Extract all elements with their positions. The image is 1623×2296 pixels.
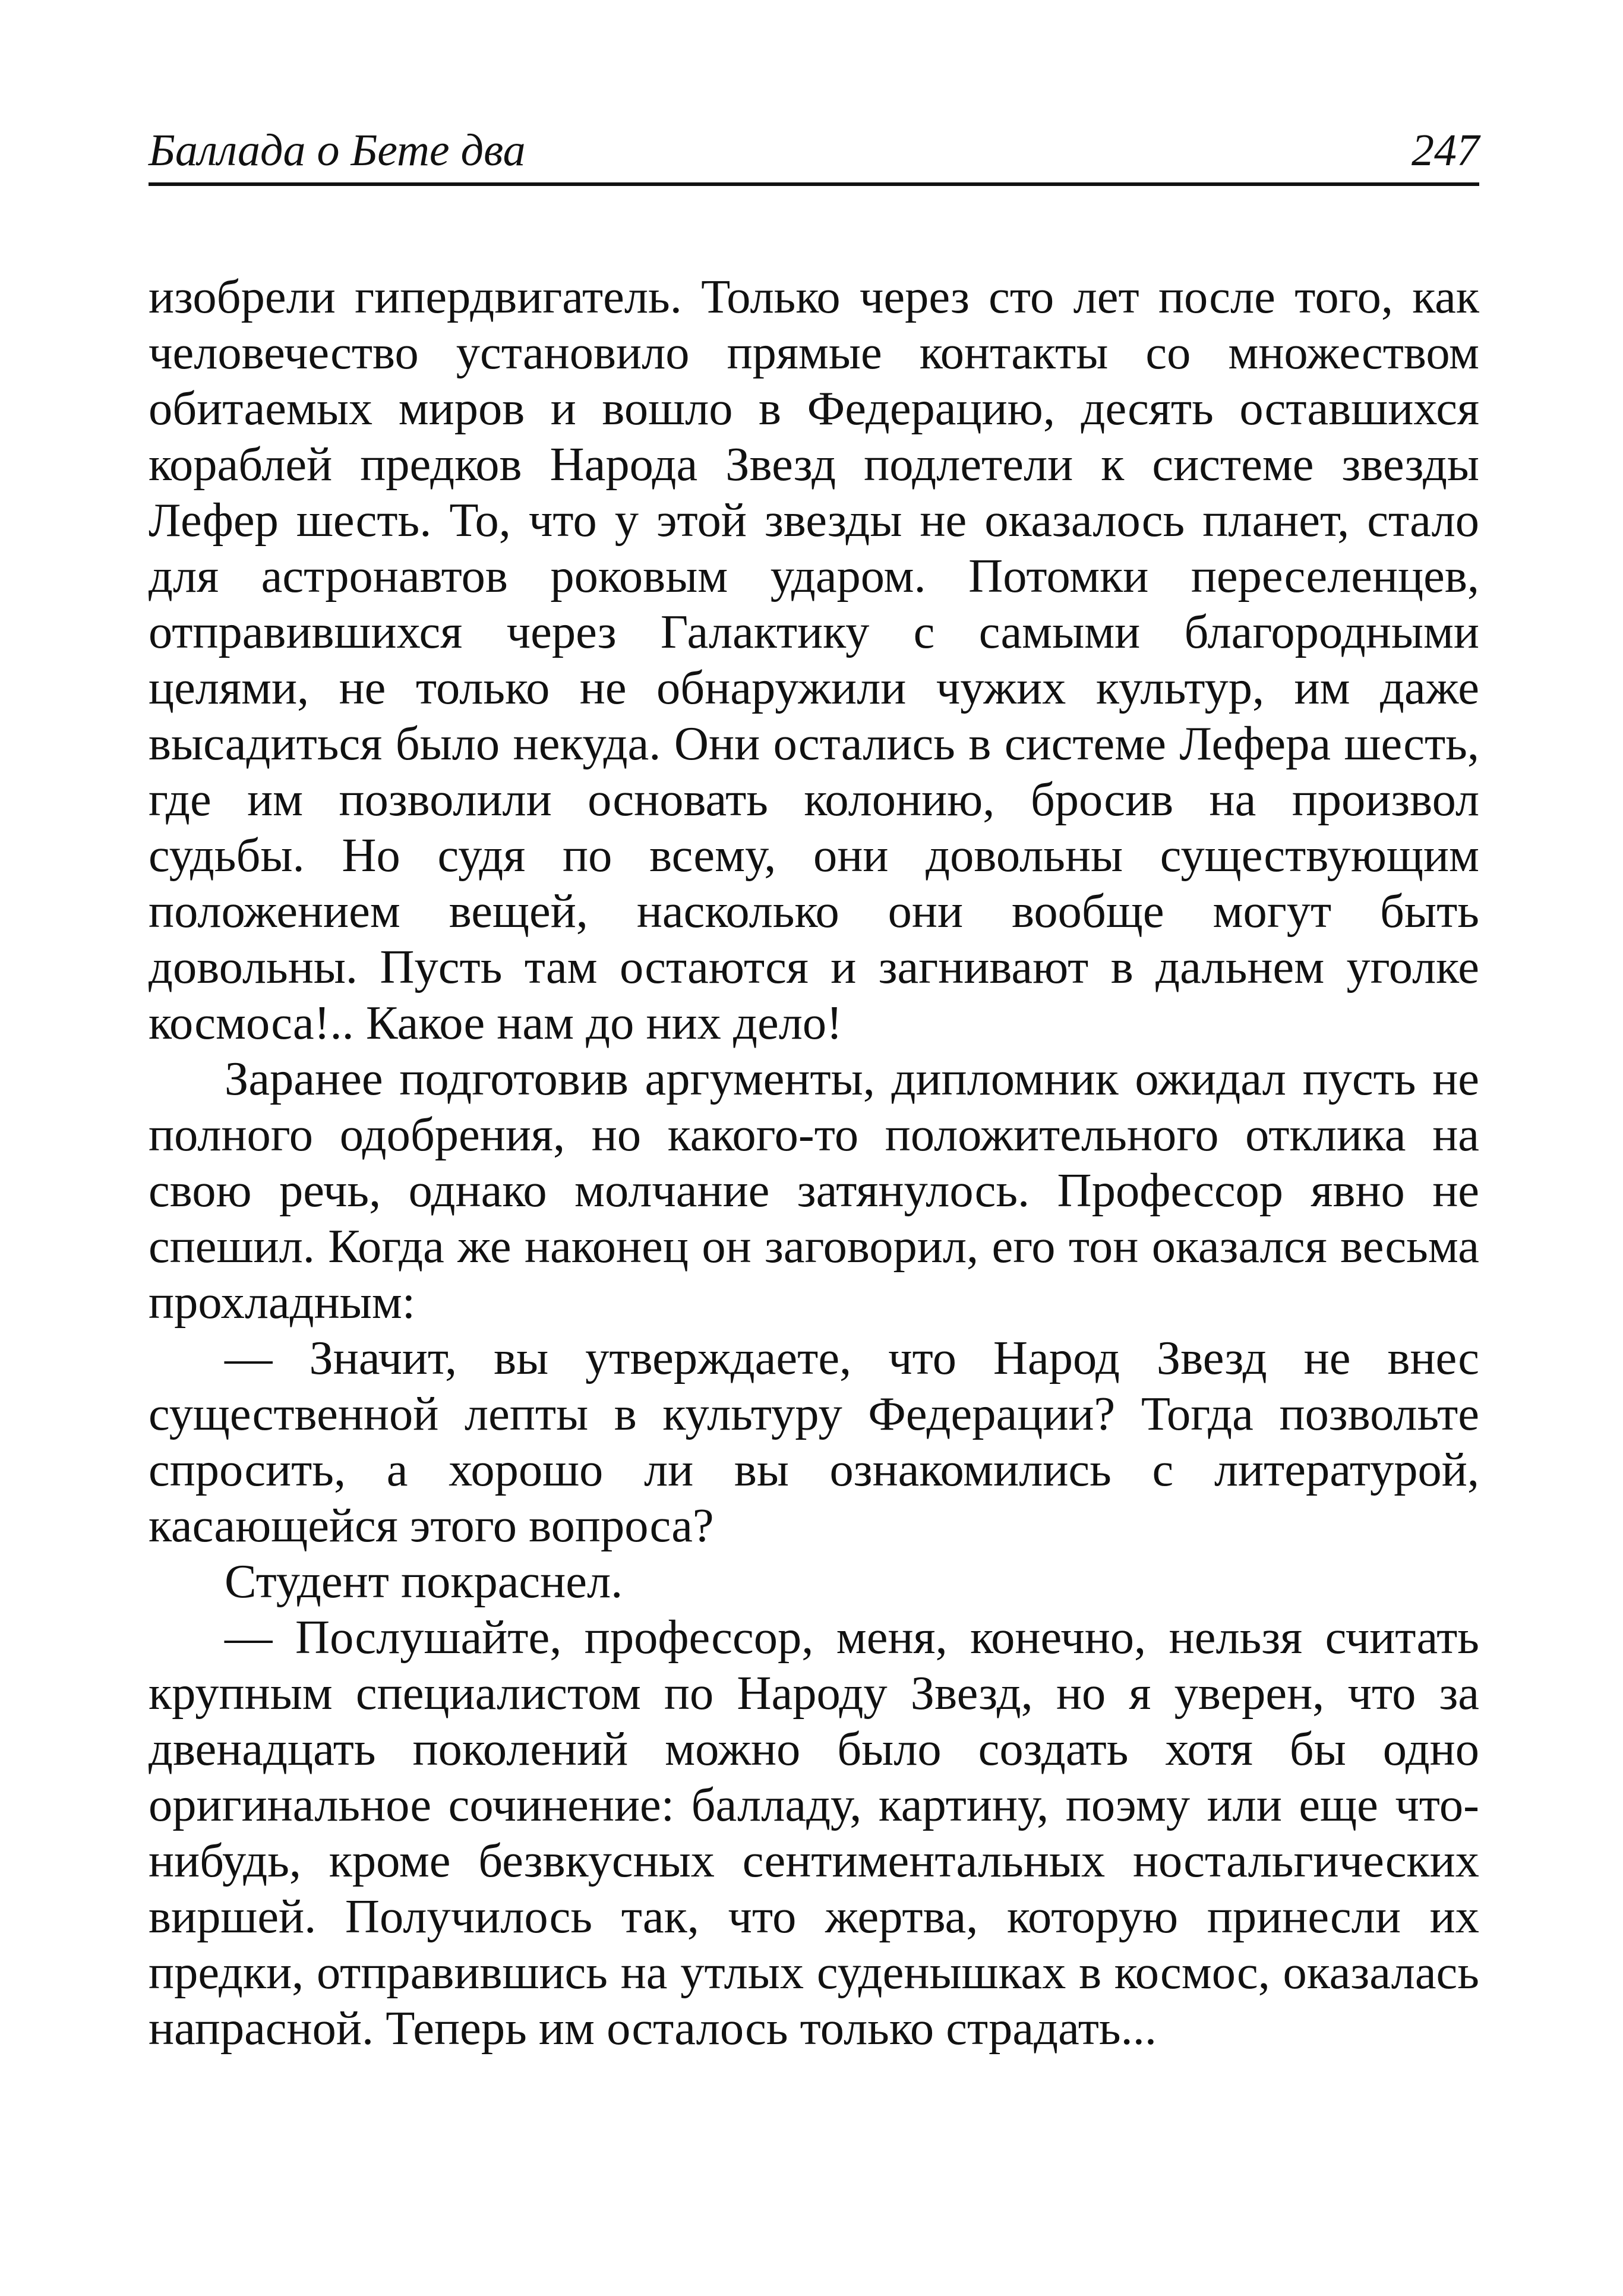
- paragraph: Студент покраснел.: [225, 1555, 623, 1608]
- paragraph: Заранее подготовив аргументы, дипломник ожидал пусть не полного одобрения, но какого-то положительного отклика на свою речь, однако молчание затянулось. Профессор явно не спешил. Когда же наконец он заговорил, его тон оказался весьма прохладным:: [149, 1052, 1479, 1329]
- book-page: [149, 125, 1479, 2057]
- page-number: 247: [1412, 125, 1479, 175]
- dialogue-paragraph: — Значит, вы утверждаете, что Народ Звезд не внес существенной лепты в культуру Федерации? Тогда позвольте спросить, а хорошо ли вы ознакомились с литературой, касающейся этого вопроса?: [149, 1332, 1479, 1552]
- dialogue-paragraph: — Послушайте, профессор, меня, конечно, нельзя считать крупным специалистом по Народу Звезд, но я уверен, что за двенадцать поколений можно было создать хотя бы одно оригинальное сочинение: балладу, картину, поэму или еще что-нибудь, кроме безвкусных сентиментальных ностальгических виршей. Получилось так, что жертва, которую принесли их предки, отправившись на утлых суденышках в космос, оказалась напрасной. Теперь им осталось только страдать...: [149, 1611, 1479, 2055]
- running-header: [149, 125, 1479, 186]
- paragraph: изобрели гипердвигатель. Только через сто лет после того, как человечество установило прямые контакты со множеством обитаемых миров и вошло в Федерацию, десять оставшихся кораблей предков Народа Звезд подлетели к системе звезды Лефер шесть. То, что у этой звезды не оказалось планет, стало для астронавтов роковым ударом. Потомки переселенцев, отправившихся через Галактику с самыми благородными целями, не только не обнаружили чужих культур, им даже высадиться было некуда. Они остались в системе Лефера шесть, где им позволили основать колонию, бросив на произвол судьбы. Но судя по всему, они довольны существующим положением вещей, насколько они вообще могут быть довольны. Пусть там остаются и загнивают в дальнем уголке космоса!.. Какое нам до них дело!: [149, 270, 1479, 1049]
- body-text: [149, 269, 1479, 2057]
- running-title: Баллада о Бете два: [149, 125, 526, 175]
